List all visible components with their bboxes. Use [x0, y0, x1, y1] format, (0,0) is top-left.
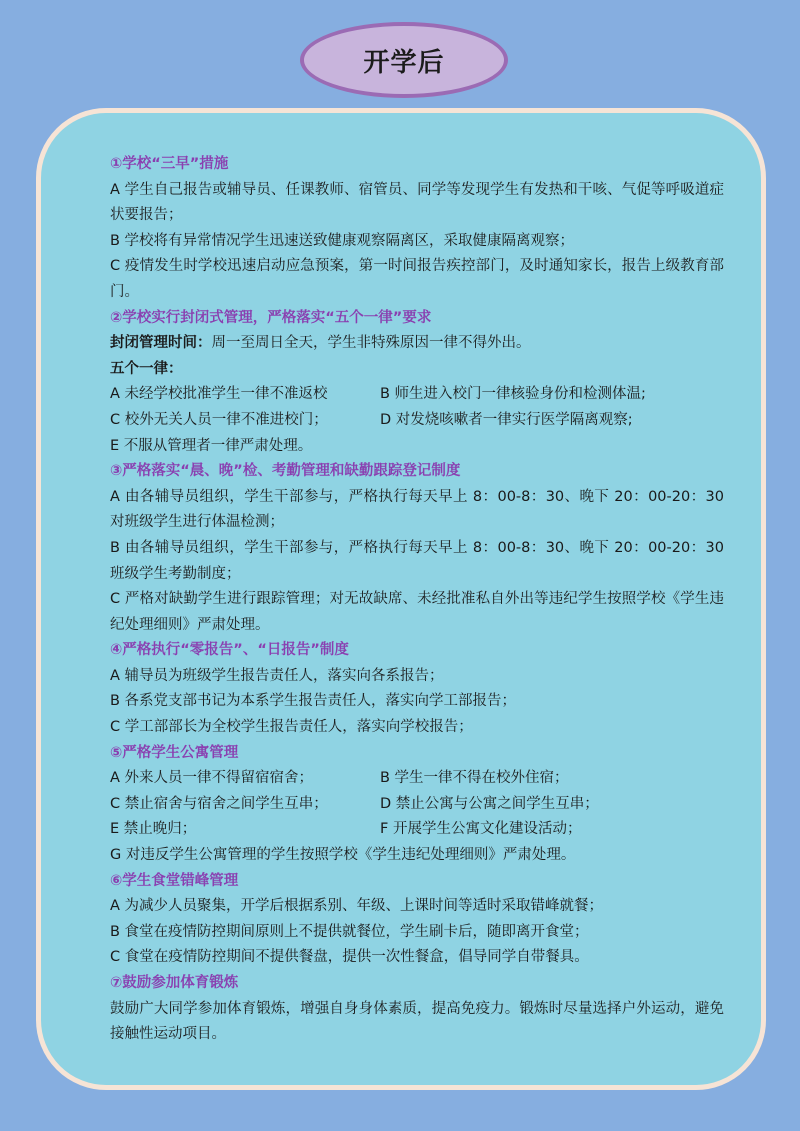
closed-time-line [78, 331, 724, 357]
section-6-item-c: C 食堂在疫情防控期间不提供餐盘，提供一次性餐盒，倡导同学自带餐具。 [110, 949, 589, 966]
closed-time-text: 周一至周日全天，学生非特殊原因一律不得外出。 [211, 335, 531, 352]
section-7-heading: ⑦鼓励参加体育锻炼 [110, 975, 239, 991]
content-body [78, 152, 724, 1048]
section-7-text: 鼓励广大同学参加体育锻炼，增强自身身体素质，提高免疫力。锻炼时尽量选择户外运动，避免接触性运动项目。 [110, 1000, 724, 1043]
dorm-rule-b: B 学生一律不得在校外住宿； [380, 770, 569, 787]
five-rules-row-1 [78, 382, 724, 408]
five-rule-e: E 不服从管理者一律严肃处理。 [110, 437, 313, 454]
section-3-item-b: B 由各辅导员组织，学生干部参与，严格执行每天早上 8：00-8：30、晚下 20：00-20：30 班级学生考勤制度； [110, 539, 724, 582]
section-5-heading: ⑤严格学生公寓管理 [110, 744, 239, 761]
section-4-heading: ④严格执行“零报告”、“日报告”制度 [110, 642, 349, 659]
section-2-heading: ②学校实行封闭式管理，严格落实“五个一律”要求 [110, 309, 432, 326]
dorm-rule-c: C 禁止宿舍与宿舍之间学生互串； [110, 795, 328, 812]
dorm-rule-e: E 禁止晚归； [110, 821, 197, 838]
section-1-item-b: B 学校将有异常情况学生迅速送致健康观察隔离区，采取健康隔离观察； [110, 232, 575, 249]
section-3-heading: ③严格落实“晨、晚”检、考勤管理和缺勤跟踪登记制度 [110, 463, 461, 480]
dorm-rule-g: G 对违反学生公寓管理的学生按照学校《学生违纪处理细则》严肃处理。 [110, 847, 576, 864]
section-4-item-a: A 辅导员为班级学生报告责任人，落实向各系报告； [110, 667, 444, 684]
dorm-rules-row-3 [78, 817, 724, 843]
section-3-item-a: A 由各辅导员组织，学生干部参与，严格执行每天早上 8：00-8：30、晚下 20：00-20：30 对班级学生进行体温检测； [110, 488, 724, 531]
five-rule-a: A 未经学校批准学生一律不准返校 [110, 386, 328, 403]
section-1-item-a: A 学生自己报告或辅导员、任课教师、宿管员、同学等发现学生有发热和干咳、气促等呼吸道症状要报告； [110, 181, 724, 224]
closed-time-label: 封闭管理时间： [110, 335, 212, 352]
five-rule-c: C 校外无关人员一律不准进校门； [110, 411, 328, 428]
section-4-item-b: B 各系党支部书记为本系学生报告责任人，落实向学工部报告； [110, 693, 517, 710]
section-3-item-c: C 严格对缺勤学生进行跟踪管理；对无故缺席、未经批准私自外出等违纪学生按照学校《学生违纪处理细则》严肃处理。 [110, 591, 724, 633]
section-4-item-c: C 学工部部长为全校学生报告责任人，落实向学校报告； [110, 719, 473, 736]
dorm-rule-d: D 禁止公寓与公寓之间学生互串； [380, 795, 599, 812]
five-rule-d: D 对发烧咳嗽者一律实行医学隔离观察; [380, 411, 633, 428]
section-6-item-b: B 食堂在疫情防控期间原则上不提供就餐位，学生刷卡后，随即离开食堂； [110, 923, 589, 940]
dorm-rule-a: A 外来人员一律不得留宿宿舍； [110, 770, 314, 787]
section-6-heading: ⑥学生食堂错峰管理 [110, 872, 239, 889]
five-rules-label: 五个一律： [110, 360, 183, 377]
five-rule-b: B 师生进入校门一律核验身份和检测体温; [380, 386, 646, 403]
dorm-rules-row-2 [78, 792, 724, 818]
section-6-item-a: A 为减少人员聚集，开学后根据系别、年级、上课时间等适时采取错峰就餐； [110, 898, 604, 915]
section-1-heading: ①学校“三早”措施 [110, 156, 229, 172]
title-badge [300, 22, 508, 98]
section-1-item-c: C 疫情发生时学校迅速启动应急预案，第一时间报告疾控部门，及时通知家长，报告上级教育部门。 [110, 258, 724, 300]
five-rules-row-2 [78, 408, 724, 434]
page-title: 开学后 [363, 47, 445, 78]
dorm-rules-row-1 [78, 766, 724, 792]
dorm-rule-f: F 开展学生公寓文化建设活动； [380, 821, 582, 838]
